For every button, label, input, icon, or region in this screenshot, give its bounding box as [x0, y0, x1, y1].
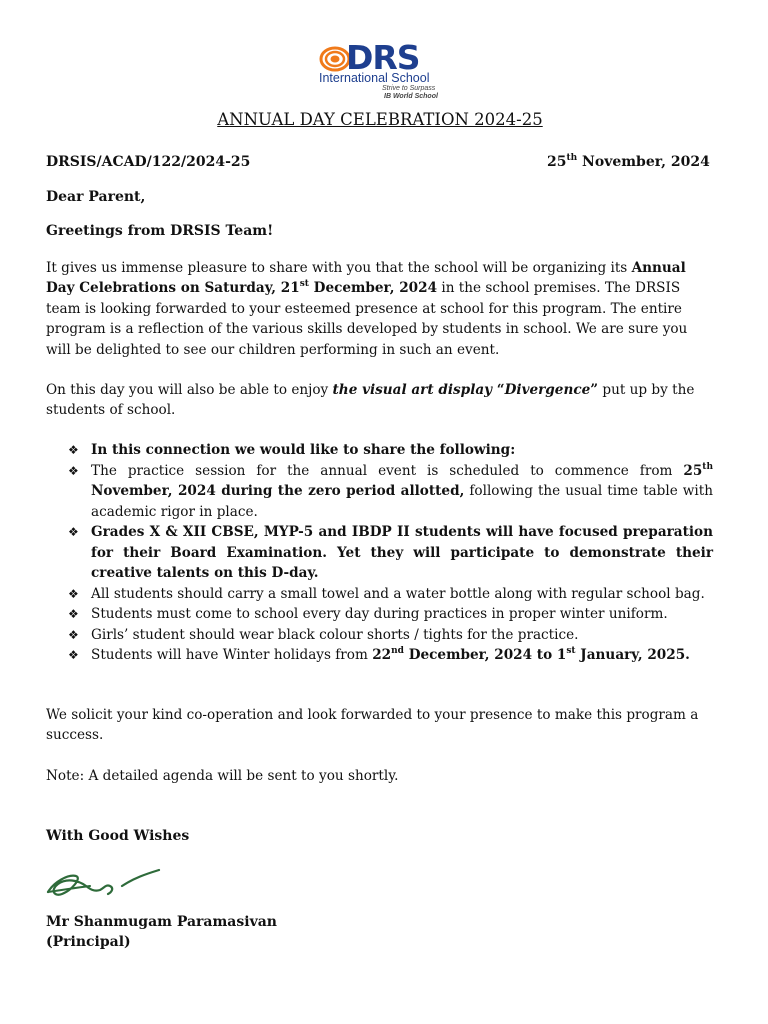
greeting: Greetings from DRSIS Team!: [46, 223, 274, 239]
list-item: ❖ Girls’ student should wear black colour shorts / tights for the practice.: [68, 625, 713, 646]
logo-ib: IB World School: [384, 93, 438, 100]
list-item: ❖ Students must come to school every day during practices in proper winter uniform.: [68, 604, 713, 625]
list-item: ❖ In this connection we would like to share the following:: [68, 440, 713, 461]
diamond-bullet-icon: ❖: [68, 586, 79, 601]
diamond-bullet-icon: ❖: [68, 525, 79, 539]
closing-wishes: With Good Wishes: [46, 828, 190, 844]
letter-date: 25th November, 2024: [547, 153, 710, 170]
logo-tagline: Strive to Surpass: [382, 85, 436, 92]
school-logo: [318, 38, 442, 102]
list-item: ❖ Students will have Winter holidays from 22nd December, 2024 to 1st January, 2025.: [68, 645, 713, 666]
art-display-paragraph: On this day you will also be able to enjoy the visual art display “Divergence” put up by the students of school.: [46, 382, 695, 419]
diamond-bullet-icon: ❖: [68, 443, 79, 457]
principal-signature: [42, 862, 167, 902]
diamond-bullet-icon: ❖: [68, 648, 79, 662]
diamond-bullet-icon: ❖: [68, 463, 79, 478]
diamond-bullet-icon: ❖: [68, 627, 79, 642]
letter-title: ANNUAL DAY CELEBRATION 2024-25: [217, 110, 543, 129]
list-item: ❖ The practice session for the annual event is scheduled to commence from 25th November, 2024 during the zero period allotted, following the usual time table with academic rigor in place.: [68, 461, 713, 520]
reference-number: DRSIS/ACAD/122/2024-25: [46, 154, 251, 170]
list-item: ❖ All students should carry a small towel and a water bottle along with regular school bag.: [68, 584, 713, 605]
logo-school-name: International School: [319, 71, 430, 85]
agenda-note: Note: A detailed agenda will be sent to you shortly.: [46, 768, 399, 784]
signatory-name: Mr Shanmugam Paramasivan: [46, 914, 277, 930]
closing-paragraph: We solicit your kind co-operation and look forwarded to your presence to make this program a success.: [46, 707, 699, 744]
list-item: ❖ Grades X & XII CBSE, MYP-5 and IBDP II students will have focused preparation for their Board Examination. Yet they will participate to demonstrate their creative talents on this D-day.: [68, 524, 713, 581]
signatory-role: (Principal): [46, 934, 131, 950]
diamond-bullet-icon: ❖: [68, 607, 79, 621]
intro-paragraph: It gives us immense pleasure to share with you that the school will be organizing its Annual Day Celebrations on Saturday, 21st December, 2024 in the school premises. The DRSIS team is looking forwarded to your esteemed presence at school for this program. The entire program is a reflection of the various skills developed by students in school. We are sure you will be delighted to see our children performing in such an event.: [46, 260, 688, 358]
logo-brand: DRS: [346, 38, 420, 77]
salutation: Dear Parent,: [46, 189, 146, 205]
bullet-list: [68, 440, 713, 666]
